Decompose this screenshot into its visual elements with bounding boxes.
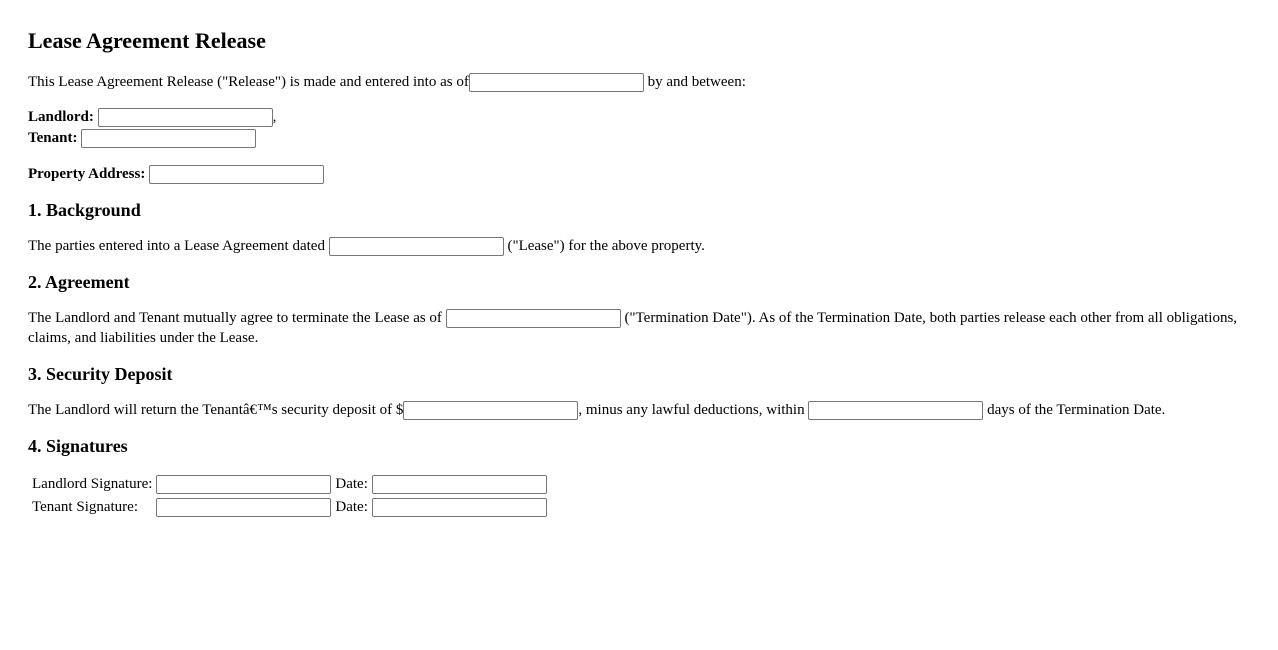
- landlord-label: Landlord:: [28, 109, 94, 126]
- parties-block: [28, 107, 1250, 149]
- background-text-before: The parties entered into a Lease Agreement dated: [28, 238, 325, 255]
- tenant-signature-cell: [155, 497, 332, 518]
- signatures-heading: 4. Signatures: [28, 436, 128, 457]
- property-address-row: [28, 164, 1250, 184]
- signatures-table: [29, 472, 550, 520]
- effective-date-input[interactable]: [469, 73, 644, 92]
- intro-text-after: by and between:: [647, 74, 746, 90]
- agreement-paragraph: [28, 308, 1250, 348]
- deposit-amount-input[interactable]: [403, 401, 578, 420]
- agreement-text-before: The Landlord and Tenant mutually agree to terminate the Lease as of: [28, 310, 442, 327]
- landlord-signature-input[interactable]: [156, 475, 331, 494]
- landlord-date-label: Date:: [335, 476, 368, 493]
- lease-date-input[interactable]: [329, 237, 504, 256]
- landlord-date-cell: [371, 474, 548, 495]
- landlord-signature-date-input[interactable]: [372, 475, 547, 494]
- agreement-heading: 2. Agreement: [28, 272, 130, 293]
- security-deposit-heading: 3. Security Deposit: [28, 364, 173, 385]
- deposit-text-after: days of the Termination Date.: [987, 402, 1166, 419]
- deposit-text-middle: , minus any lawful deductions, within: [578, 402, 805, 419]
- intro-text-before: This Lease Agreement Release ("Release") is made and entered into as of: [28, 74, 469, 90]
- property-address-label: Property Address:: [28, 166, 146, 183]
- landlord-signature-row: [31, 474, 548, 495]
- tenant-label: Tenant:: [28, 130, 78, 147]
- background-paragraph: [28, 236, 1250, 256]
- termination-date-input[interactable]: [446, 309, 621, 328]
- agreement-text-after: ("Termination Date"). As of the Termination Date, both parties release each other from all obligations, claims, and liabilities under the Lease.: [28, 310, 1238, 347]
- tenant-signature-input[interactable]: [156, 498, 331, 517]
- intro-paragraph: [28, 72, 1250, 92]
- landlord-signature-label: Landlord Signature:: [32, 476, 153, 493]
- security-deposit-paragraph: [28, 400, 1250, 420]
- landlord-name-input[interactable]: [98, 108, 273, 127]
- landlord-comma: ,: [272, 109, 277, 126]
- tenant-date-cell: [371, 497, 548, 518]
- property-address-input[interactable]: [149, 165, 324, 184]
- page-title: Lease Agreement Release: [28, 28, 266, 53]
- return-days-input[interactable]: [808, 401, 983, 420]
- landlord-signature-cell: [155, 474, 332, 495]
- deposit-text-before: The Landlord will return the Tenantâ€™s security deposit of $: [28, 402, 404, 419]
- tenant-name-input[interactable]: [81, 129, 256, 148]
- background-text-after: ("Lease") for the above property.: [507, 238, 705, 255]
- tenant-signature-date-input[interactable]: [372, 498, 547, 517]
- tenant-date-label: Date:: [335, 499, 368, 516]
- tenant-signature-row: [31, 497, 548, 518]
- tenant-signature-label: Tenant Signature:: [32, 499, 139, 516]
- background-heading: 1. Background: [28, 200, 141, 221]
